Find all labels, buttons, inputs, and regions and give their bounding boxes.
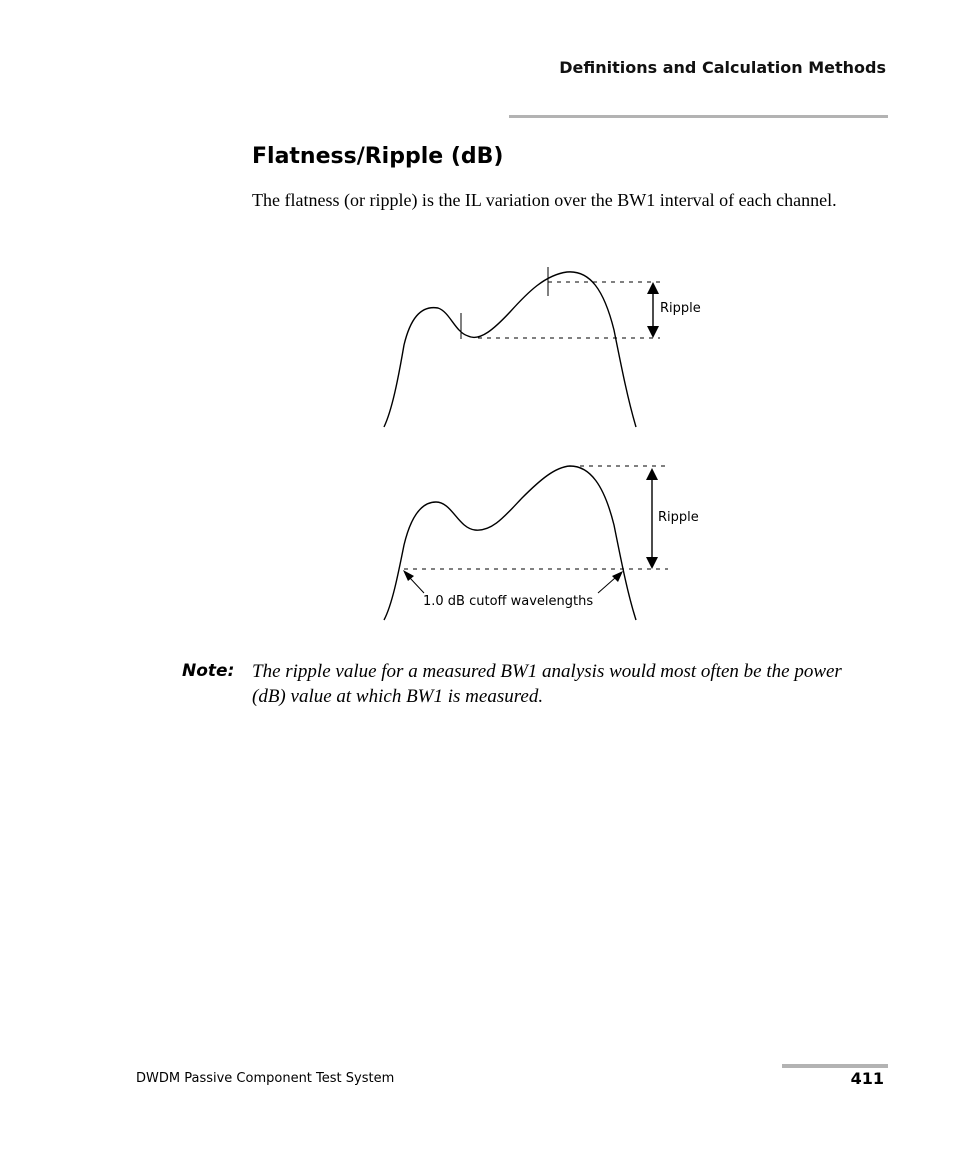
intro-paragraph: The flatness (or ripple) is the IL variation over the BW1 interval of each channel. [252,190,837,210]
bottom-arrow-up-head [646,468,658,480]
cutoff-left-pointer [410,578,424,593]
ripple-diagram [370,255,700,630]
bottom-ripple-plot [384,466,699,620]
header-rule [509,115,888,118]
bottom-ripple-label: Ripple [658,510,699,525]
top-spectral-curve [384,272,636,427]
cutoff-right-pointer [598,578,615,593]
footer-rule [782,1064,888,1068]
footer-document-title: DWDM Passive Component Test System [136,1071,395,1086]
top-ripple-plot [384,267,701,427]
top-arrow-down-head [647,326,659,338]
cutoff-right-arrowhead [612,571,623,582]
page-number: 411 [850,1069,884,1088]
cutoff-label: 1.0 dB cutoff wavelengths [423,594,594,609]
section-heading: Flatness/Ripple (dB) [252,144,504,169]
running-header-title: Definitions and Calculation Methods [559,58,886,77]
note-label: Note: [182,661,235,681]
bottom-arrow-down-head [646,557,658,569]
cutoff-left-arrowhead [403,570,414,581]
top-arrow-up-head [647,282,659,294]
note-text: The ripple value for a measured BW1 analysis would most often be the power (dB) value at which BW1 is measured. [252,661,842,707]
top-ripple-label: Ripple [660,301,701,316]
